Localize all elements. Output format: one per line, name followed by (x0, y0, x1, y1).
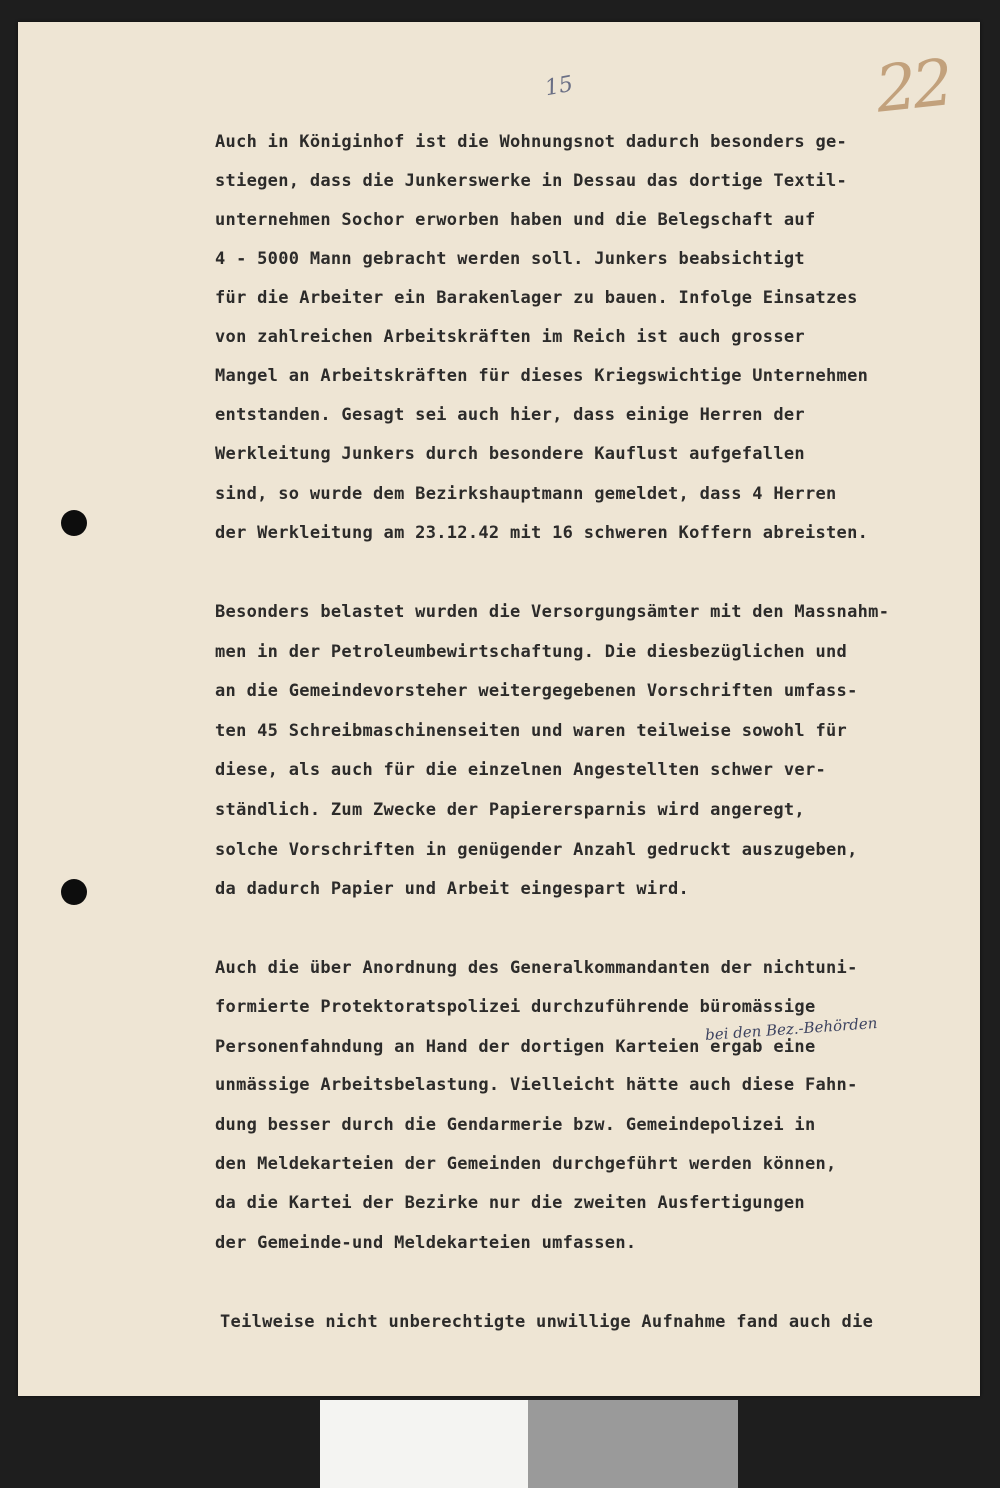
text-line: Teilweise nicht unberechtigte unwillige Aufnahme fand auch die (220, 1312, 874, 1332)
text-line: unternehmen Sochor erworben haben und die Belegschaft auf (215, 210, 816, 230)
text-line: den Meldekarteien der Gemeinden durchgeführt werden können, (215, 1154, 837, 1174)
text-line: diese, als auch für die einzelnen Angestellten schwer ver- (215, 760, 827, 780)
punch-hole (61, 510, 87, 536)
text-line: da dadurch Papier und Arbeit eingespart wird. (215, 879, 690, 899)
text-line: Personenfahndung an Hand der dortigen Karteien ergab eine (215, 1037, 816, 1057)
text-line: men in der Petroleumbewirtschaftung. Die diesbezüglichen und (215, 642, 848, 662)
text-line: entstanden. Gesagt sei auch hier, dass einige Herren der (215, 405, 805, 425)
handwritten-insertion: bei den Bez.-Behörden (704, 1014, 878, 1044)
text-line: sind, so wurde dem Bezirkshauptmann gemeldet, dass 4 Herren (215, 484, 837, 504)
text-line: von zahlreichen Arbeitskräften im Reich ist auch grosser (215, 327, 805, 347)
punch-hole (61, 879, 87, 905)
scan-calibration-strip-gray (528, 1400, 738, 1488)
text-line: Auch die über Anordnung des Generalkommandanten der nichtuni- (215, 958, 858, 978)
text-line: stiegen, dass die Junkerswerke in Dessau das dortige Textil- (215, 171, 848, 191)
text-line: an die Gemeindevorsteher weitergegebenen Vorschriften umfass- (215, 681, 858, 701)
text-line: solche Vorschriften in genügender Anzahl gedruckt auszugeben, (215, 840, 858, 860)
handwritten-folio-number: 22 (872, 46, 954, 128)
text-line: 4 - 5000 Mann gebracht werden soll. Junkers beabsichtigt (215, 249, 805, 269)
handwritten-page-number: 15 (543, 71, 575, 102)
text-line: der Werkleitung am 23.12.42 mit 16 schweren Koffern abreisten. (215, 523, 869, 543)
text-line: ständlich. Zum Zwecke der Papierersparnis wird angeregt, (215, 800, 805, 820)
text-line: da die Kartei der Bezirke nur die zweiten Ausfertigungen (215, 1193, 805, 1213)
text-line: Auch in Königinhof ist die Wohnungsnot dadurch besonders ge- (215, 132, 848, 152)
text-line: ten 45 Schreibmaschinenseiten und waren teilweise sowohl für (215, 721, 848, 741)
text-line: dung besser durch die Gendarmerie bzw. Gemeindepolizei in (215, 1115, 816, 1135)
text-line: formierte Protektoratspolizei durchzuführende büromässige (215, 997, 816, 1017)
text-line: unmässige Arbeitsbelastung. Vielleicht hätte auch diese Fahn- (215, 1075, 858, 1095)
text-line: Besonders belastet wurden die Versorgungsämter mit den Massnahm- (215, 602, 890, 622)
text-line: der Gemeinde-und Meldekarteien umfassen. (215, 1233, 637, 1253)
text-line: Werkleitung Junkers durch besondere Kauflust aufgefallen (215, 444, 805, 464)
text-line: Mangel an Arbeitskräften für dieses Kriegswichtige Unternehmen (215, 366, 869, 386)
scan-calibration-strip-white (320, 1400, 528, 1488)
text-line: für die Arbeiter ein Barakenlager zu bauen. Infolge Einsatzes (215, 288, 858, 308)
